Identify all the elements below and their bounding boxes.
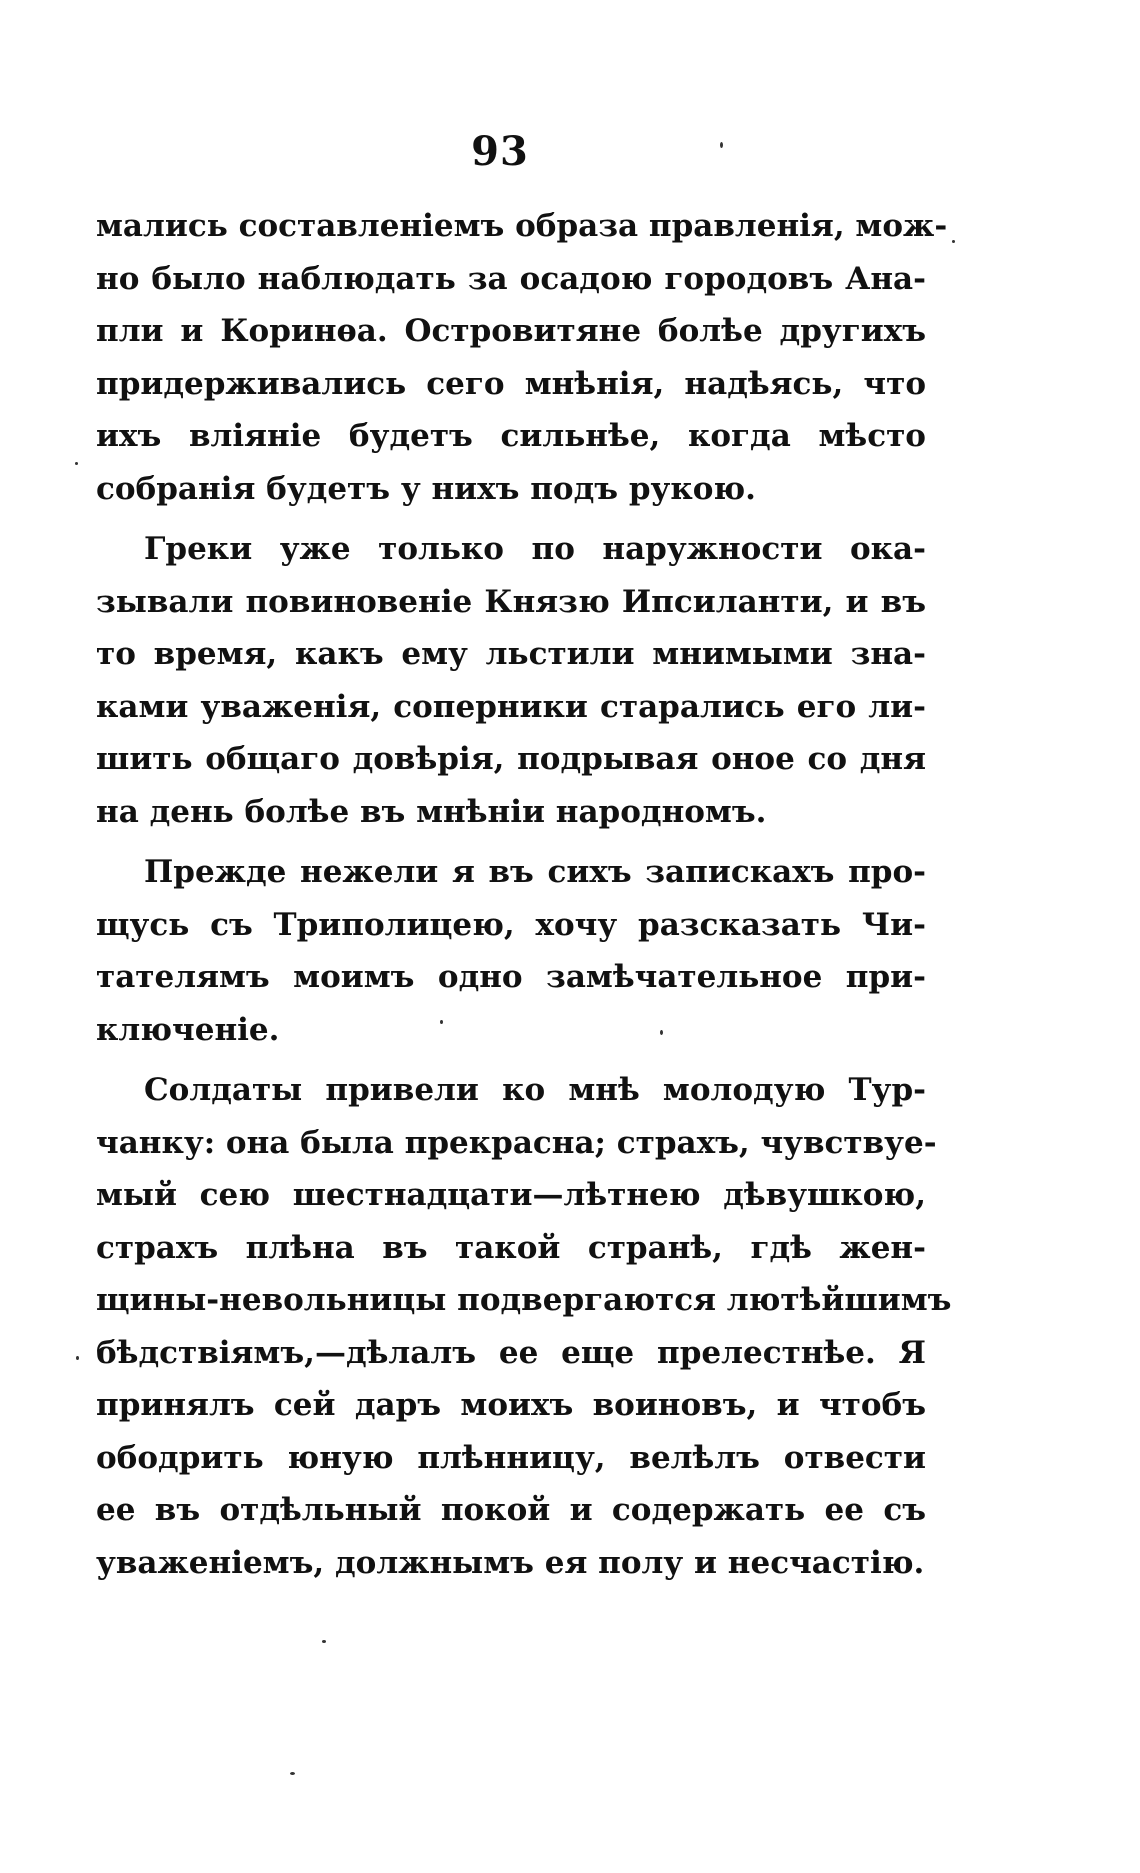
text-line: тателямъ моимъ одно замѣчательное при- [96,959,926,995]
text-line: мый сею шестнадцати—лѣтнею дѣвушкою, [96,1177,926,1213]
text-line: бѣдствіямъ,—дѣлалъ ее еще прелестнѣе. Я [96,1334,926,1371]
text-line: то время, какъ ему льстили мнимыми зна- [96,636,926,672]
paragraph-1 [96,200,948,515]
ink-speck [322,1640,326,1643]
text-line: страхъ плѣна въ такой странѣ, гдѣ жен- [96,1229,926,1266]
text-line: но было наблюдать за осадою городовъ Ана- [96,260,926,297]
text-line: на день болѣе въ мнѣніи народномъ. [96,793,767,830]
text-line: щусь съ Триполицею, хочу разсказать Чи- [96,906,926,943]
text-line: ключеніе. [96,1011,280,1048]
text-line: Греки уже только по наружности ока- [144,531,926,567]
text-line: ихъ вліяніе будетъ сильнѣе, когда мѣсто [96,418,926,454]
text-line: ее въ отдѣльный покой и содержать ее съ [96,1492,926,1528]
ink-speck [952,240,955,243]
text-line: ободрить юную плѣнницу, велѣлъ отвести [96,1439,926,1476]
ink-speck [720,142,723,148]
text-line: Солдаты привели ко мнѣ молодую Тур- [144,1072,926,1108]
ink-speck [440,1020,443,1024]
ink-speck [75,462,78,465]
text-line: принялъ сей даръ моихъ воиновъ, и чтобъ [96,1387,926,1423]
text-line: собранія будетъ у нихъ подъ рукою. [96,470,756,507]
ink-speck [76,1356,79,1360]
text-line: шить общаго довѣрія, подрывая оное со дня [96,741,926,777]
body-text [96,200,952,1597]
paragraph-4 [96,1064,952,1589]
paragraph-3 [96,846,926,1056]
text-line: щины-невольницы подвергаются лютѣйшимъ [96,1282,952,1318]
text-line: придерживались сего мнѣнія, надѣясь, что [96,365,926,402]
ink-speck [290,1772,295,1775]
page-number: 93 [471,128,529,175]
text-line: уваженіемъ, должнымъ ея полу и несчастію. [96,1544,925,1581]
text-line: чанку: она была прекрасна; страхъ, чувствуе- [96,1124,937,1161]
text-line: Прежде нежели я въ сихъ запискахъ про- [144,854,926,890]
text-line: мались составленіемъ образа правленія, мож- [96,208,948,244]
text-line: пли и Коринѳа. Островитяне болѣе другихъ [96,313,926,349]
text-line: зывали повиновеніе Князю Ипсиланти, и въ [96,583,926,620]
paragraph-2 [96,523,926,838]
text-line: ками уваженія, соперники старались его ли- [96,688,926,725]
ink-speck [660,1030,663,1035]
